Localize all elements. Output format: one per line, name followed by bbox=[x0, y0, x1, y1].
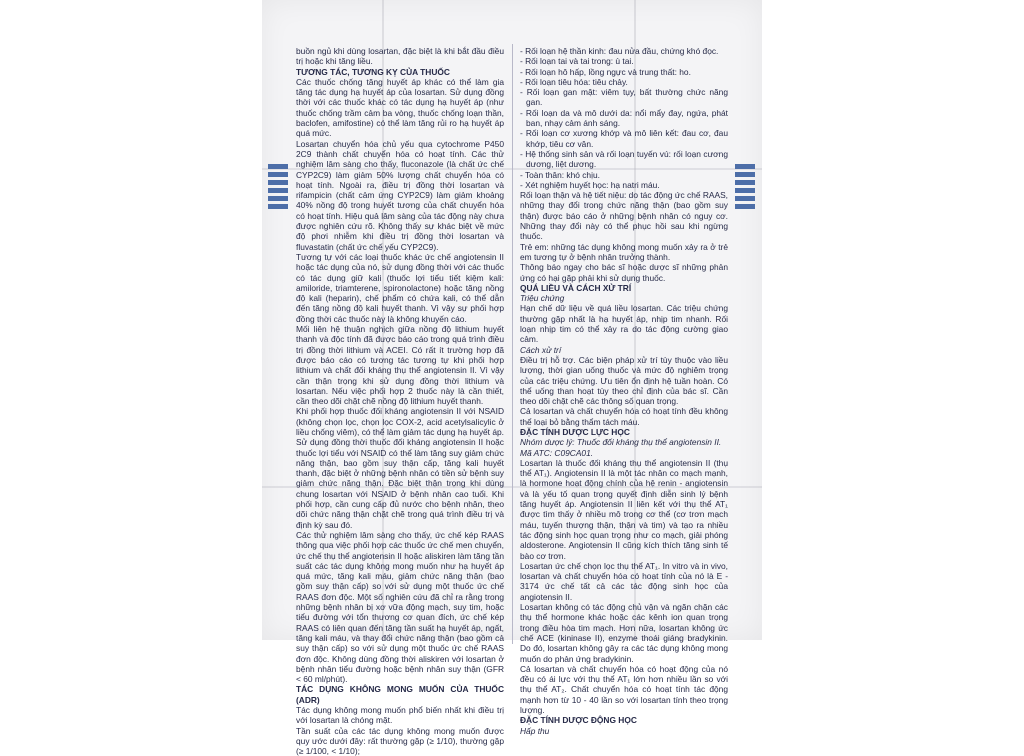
paragraph: Losartan ức chế chọn lọc thụ thể AT₁. In vitro và in vivo, losartan và chất chuyển hóa có hoạt tính của nó là E - 3174 ức chế tất cả các tác động sinh học của angiotensin II. bbox=[520, 560, 728, 602]
paragraph: Tần suất của các tác dụng không mong muốn được quy ước dưới đây: rất thường gặp (≥ 1/10), thường gặp (≥ 1/100, < 1/10); bbox=[296, 725, 504, 756]
subheading: Hấp thu bbox=[520, 725, 550, 736]
paragraph: Trẻ em: những tác dụng không mong muốn xảy ra ở trẻ em tương tự ở bệnh nhân trưởng thành. bbox=[520, 241, 728, 262]
paragraph: Điều trị hỗ trợ. Các biện pháp xử trí tùy thuộc vào liều lượng, thời gian uống thuốc và mức độ nghiêm trọng của các triệu chứng. Ưu tiên ổn định hệ tuần hoàn. Có thể uống than hoạt tùy theo chỉ định của bác sĩ. Cần theo dõi chặt chẽ các thông số quan trọng. bbox=[520, 354, 728, 407]
column-divider bbox=[512, 44, 513, 644]
paragraph: Cả losartan và chất chuyển hóa có hoạt động của nó đều có ái lực với thụ thể AT₁ lớn hơn nhiều lần so với thụ thể AT₂. Chất chuyển hóa có hoạt tính tác động mạnh hơn từ 10 - 40 lần so với losartan tính theo trọng lượng. bbox=[520, 663, 728, 715]
paragraph: Rối loạn thận và hệ tiết niệu: do tác động ức chế RAAS, những thay đổi trong chức năng thận (bao gồm suy thận) được báo cáo ở những bệnh nhân có nguy cơ. Những thay đổi này có thể phục hồi sau khi ngừng thuốc. bbox=[520, 190, 728, 242]
list-item: - Rối loạn hô hấp, lồng ngực và trung thất: ho. bbox=[520, 66, 691, 77]
registration-marks-right bbox=[735, 164, 755, 210]
section-heading: TÁC DỤNG KHÔNG MONG MUỐN CỦA THUỐC (ADR) bbox=[296, 684, 504, 705]
list-item: - Rối loạn gan mật: viêm tụy, bất thường chức năng gan. bbox=[520, 87, 728, 108]
right-column bbox=[520, 46, 728, 736]
paragraph: Losartan không có tác động chủ vận và ngăn chặn các thụ thể hormone khác hoặc các kênh ion quan trọng trong điều hòa tim mạch. Hơn nữa, losartan không ức chế ACE (kininase II), enzyme thoái giáng bradykinin. Do đó, losartan không gây ra các tác dụng không mong muốn do phản ứng bradykinin. bbox=[520, 602, 728, 664]
paragraph: Thông báo ngay cho bác sĩ hoặc dược sĩ những phản ứng có hại gặp phải khi sử dụng thuốc. bbox=[520, 262, 728, 283]
leaflet-page bbox=[262, 0, 762, 756]
list-item: - Rối loạn tai và tai trong: ù tai. bbox=[520, 56, 634, 67]
section-heading: ĐẶC TÍNH DƯỢC ĐỘNG HỌC bbox=[520, 715, 637, 726]
section-heading: QUÁ LIỀU VÀ CÁCH XỬ TRÍ bbox=[520, 282, 632, 293]
paragraph: Hạn chế dữ liệu về quá liều losartan. Các triệu chứng thường gặp nhất là hạ huyết áp, nhịp tim nhanh. Rối loạn nhịp tim có thể xảy ra do tác động cường giao cảm. bbox=[520, 303, 728, 345]
left-column bbox=[296, 46, 504, 756]
list-item: - Rối loạn tiêu hóa: tiêu chảy. bbox=[520, 76, 628, 87]
subheading: Triệu chứng bbox=[520, 293, 565, 304]
paragraph: Tương tự với các loại thuốc khác ức chế angiotensin II hoặc tác dụng của nó, sử dụng đồng thời với các thuốc có tác dụng giữ kali (thuốc lợi tiểu tiết kiệm kali: amiloride, triamterene, spironolactone) hoặc tăng nồng độ kali (heparin), chế phẩm có chứa kali, có thể dẫn đến tăng nồng độ kali huyết thanh. Vì vậy sự phối hợp đồng thời các thuốc này là không khuyến cáo. bbox=[296, 251, 504, 324]
section-heading: ĐẶC TÍNH DƯỢC LỰC HỌC bbox=[520, 426, 630, 437]
list-item: - Rối loạn cơ xương khớp và mô liên kết: đau cơ, đau khớp, tiêu cơ vân. bbox=[520, 128, 728, 149]
list-item: - Xét nghiệm huyết học: hạ natri máu. bbox=[520, 179, 660, 190]
paragraph: Các thuốc chống tăng huyết áp khác có thể làm gia tăng tác dụng hạ huyết áp của losartan. Sử dụng đồng thời với các thuốc khác có tác dụng hạ huyết áp (như thuốc chống trầm cảm ba vòng, thuốc chống loạn thần, baclofen, amifostine) có thể làm tăng rủi ro hạ huyết áp quá mức. bbox=[296, 76, 504, 139]
paragraph: Mối liên hệ thuận nghịch giữa nồng độ lithium huyết thanh và độc tính đã được báo cáo trong quá trình điều trị đồng thời lithium và ACEI. Có rất ít trường hợp đã được báo cáo có tương tác tương tự khi phối hợp lithium và chất đối kháng thụ thể angiotensin II. Vì vậy cần thận trọng khi sử dụng đồng thời lithium và losartan. Nếu việc phối hợp 2 thuốc này là cần thiết, cần theo dõi chặt chẽ nồng độ lithium huyết thanh. bbox=[296, 324, 504, 407]
section-heading: TƯƠNG TÁC, TƯƠNG KỴ CỦA THUỐC bbox=[296, 66, 450, 77]
subheading: Mã ATC: C09CA01. bbox=[520, 447, 594, 458]
paragraph: Khi phối hợp thuốc đối kháng angiotensin II với NSAID (không chọn lọc, chọn lọc COX-2, acid acetylsalicylic ở liều chống viêm), có thể làm giảm tác dụng hạ huyết áp. Sử dụng đồng thời thuốc đối kháng angiotensin II hoặc thuốc lợi tiểu với NSAID có thể làm tăng suy giảm chức năng thận, bao gồm suy thận cấp, tăng kali huyết thanh, đặc biệt ở những bệnh nhân có tiền sử bệnh suy giảm chức năng thận. Đặc biệt thận trọng khi dùng chung losartan với NSAID ở bệnh nhân cao tuổi. Khi phối hợp, cần cung cấp đủ nước cho bệnh nhân, theo dõi chức năng thận chặt chẽ trong quá trình điều trị và định kỳ sau đó. bbox=[296, 406, 504, 530]
subheading: Cách xử trí bbox=[520, 344, 562, 355]
list-item: - Hệ thống sinh sản và rối loạn tuyến vú: rối loạn cương dương, liệt dương. bbox=[520, 148, 728, 170]
subheading: Nhóm dược lý: Thuốc đối kháng thụ thể angiotensin II. bbox=[520, 437, 722, 448]
paragraph: Tác dụng không mong muốn phổ biến nhất khi điều trị với losartan là chóng mặt. bbox=[296, 705, 504, 726]
paragraph: Losartan chuyển hóa chủ yếu qua cytochrome P450 2C9 thành chất chuyển hóa có hoạt tính. Các thử nghiệm lâm sàng cho thấy, fluconazole (là chất ức chế CYP2C9) làm giảm 50% lượng chất chuyển hóa có hoạt tính. Ngoài ra, điều trị đồng thời losartan và rifampicin (chất cảm ứng CYP2C9) làm giảm khoảng 40% nồng độ trong huyết tương của chất chuyển hóa có hoạt tính. Hiệu quả lâm sàng của tác động này chưa được nghiên cứu rõ. Không thấy sự khác biệt về mức độ phơi nhiễm khi điều trị đồng thời losartan và fluvastatin (chất ức chế yếu CYP2C9). bbox=[296, 138, 504, 252]
list-item: - Toàn thân: khó chịu. bbox=[520, 169, 600, 180]
paragraph: buồn ngủ khi dùng losartan, đặc biệt là khi bắt đầu điều trị hoặc khi tăng liều. bbox=[296, 46, 504, 67]
list-item: - Rối loạn hệ thần kinh: đau nửa đầu, chứng khó đọc. bbox=[520, 46, 719, 56]
paragraph: Các thử nghiệm lâm sàng cho thấy, ức chế kép RAAS thông qua việc phối hợp các thuốc ức chế men chuyển, ức chế thụ thể angiotensin II hoặc aliskiren làm tăng tần suất các tác dụng không mong muốn như hạ huyết áp quá mức, tăng kali máu, giảm chức năng thận (bao gồm suy thận cấp) so với sử dụng một thuốc ức chế RAAS đơn độc. Một số nghiên cứu đã chỉ ra rằng trong những bệnh nhân bị xơ vữa động mạch, suy tim, hoặc tiểu đường với tổn thương cơ quan đích, ức chế kép RAAS có liên quan đến tăng tần suất hạ huyết áp, ngất, tăng kali máu, và thay đổi chức năng thận (bao gồm cả suy thận cấp) so với sử dụng một thuốc ức chế RAAS đơn độc. Không dùng đồng thời aliskiren với losartan ở bệnh nhân tiểu đường hoặc bệnh nhân suy thận (GFR < 60 ml/phút). bbox=[296, 529, 504, 685]
registration-marks-left bbox=[268, 164, 288, 210]
paragraph: Cả losartan và chất chuyển hóa có hoạt tính đều không thể loại bỏ bằng thẩm tách máu. bbox=[520, 406, 728, 427]
paragraph: Losartan là thuốc đối kháng thụ thể angiotensin II (thụ thể AT₁). Angiotensin II là một tác nhân co mạch mạnh, là hormone hoạt động chính của hệ renin - angiotensin và là yếu tố quan trọng quyết định diễn sinh lý bệnh tăng huyết áp. Angiotensin II liên kết với thụ thể AT₁ được tìm thấy ở nhiều mô trong cơ thể (cơ trơn mạch máu, tuyến thượng thận, thận và tim) và tạo ra nhiều tác động sinh học quan trọng như co mạch, giải phóng aldosterone. Angiotensin II cũng kích thích tăng sinh tế bào cơ trơn. bbox=[520, 457, 728, 561]
list-item: - Rối loạn da và mô dưới da: nổi mẩy đay, ngứa, phát ban, nhạy cảm ánh sáng. bbox=[520, 107, 728, 129]
